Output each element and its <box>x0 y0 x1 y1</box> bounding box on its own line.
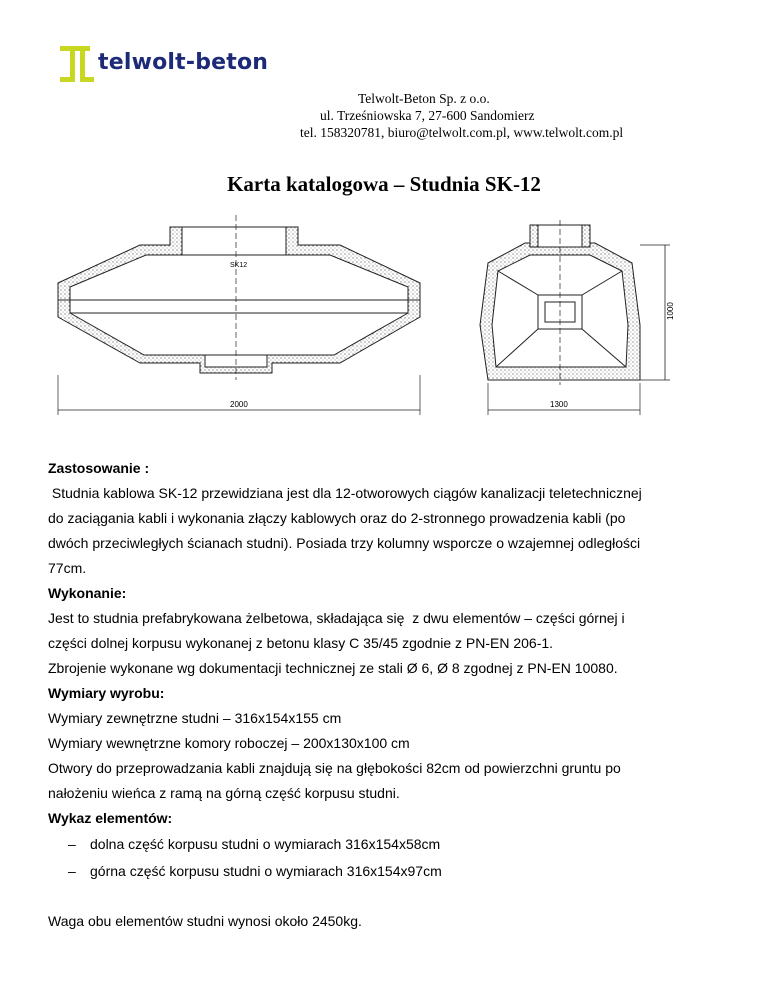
side-dimension-label: 2000 <box>230 400 248 409</box>
dash-bullet: – <box>68 863 76 879</box>
front-view <box>480 220 670 415</box>
paragraph-zastosowanie-3: dwóch przeciwległych ścianach studni). Posiada trzy kolumny wsporcze o wzajemnej odległości <box>48 535 641 551</box>
heading-wymiary: Wymiary wyrobu: <box>48 685 165 701</box>
paragraph-wykonanie-1: Jest to studnia prefabrykowana żelbetowa, składająca się z dwu elementów – części górnej i <box>48 610 625 626</box>
technical-drawing <box>40 205 680 430</box>
axis-label: SK12 <box>230 262 248 269</box>
front-width-label: 1300 <box>550 400 568 409</box>
dash-bullet: – <box>68 836 76 852</box>
side-view <box>58 215 420 415</box>
address-line-street: ul. Trześniowska 7, 27-600 Sandomierz <box>320 108 535 123</box>
list-item <box>48 831 728 858</box>
document-body <box>48 456 728 934</box>
paragraph-zastosowanie-4: 77cm. <box>48 560 87 576</box>
brand-name: telwolt-beton <box>98 50 269 75</box>
list-item-text: dolna część korpusu studni o wymiarach 316x154x58cm <box>90 836 441 852</box>
paragraph-wykonanie-3: Zbrojenie wykonane wg dokumentacji technicznej ze stali Ø 6, Ø 8 zgodnej z PN-EN 10080. <box>48 660 618 676</box>
paragraph-wymiary-4: nałożeniu wieńca z ramą na górną część korpusu studni. <box>48 785 400 801</box>
front-height-label: 1000 <box>666 302 675 320</box>
elements-list <box>48 831 728 885</box>
paragraph-zastosowanie-2: do zaciągania kabli i wykonania złączy kablowych oraz do 2-stronnego prowadzenia kabli (po <box>48 510 626 526</box>
paragraph-wymiary-1: Wymiary zewnętrzne studni – 316x154x155 cm <box>48 710 342 726</box>
paragraph-zastosowanie-1: Studnia kablowa SK-12 przewidziana jest dla 12-otworowych ciągów kanalizacji teletechnicznej <box>48 485 642 501</box>
list-item <box>48 858 728 885</box>
heading-wykonanie: Wykonanie: <box>48 585 127 601</box>
paragraph-waga: Waga obu elementów studni wynosi około 2450kg. <box>48 913 362 929</box>
address-line-company: Telwolt-Beton Sp. z o.o. <box>358 91 490 106</box>
address-line-contact: tel. 158320781, biuro@telwolt.com.pl, www.telwolt.com.pl <box>300 125 624 140</box>
company-address <box>300 90 720 141</box>
page-title: Karta katalogowa – Studnia SK-12 <box>227 172 541 196</box>
heading-zastosowanie: Zastosowanie : <box>48 460 150 476</box>
paragraph-wymiary-2: Wymiary wewnętrzne komory roboczej – 200x130x100 cm <box>48 735 410 751</box>
heading-wykaz: Wykaz elementów: <box>48 810 173 826</box>
paragraph-wymiary-3: Otwory do przeprowadzania kabli znajdują się na głębokości 82cm od powierzchni gruntu po <box>48 760 621 776</box>
paragraph-wykonanie-2: części dolnej korpusu wykonanej z betonu klasy C 35/45 zgodnie z PN-EN 206-1. <box>48 635 554 651</box>
list-item-text: górna część korpusu studni o wymiarach 316x154x97cm <box>90 863 442 879</box>
